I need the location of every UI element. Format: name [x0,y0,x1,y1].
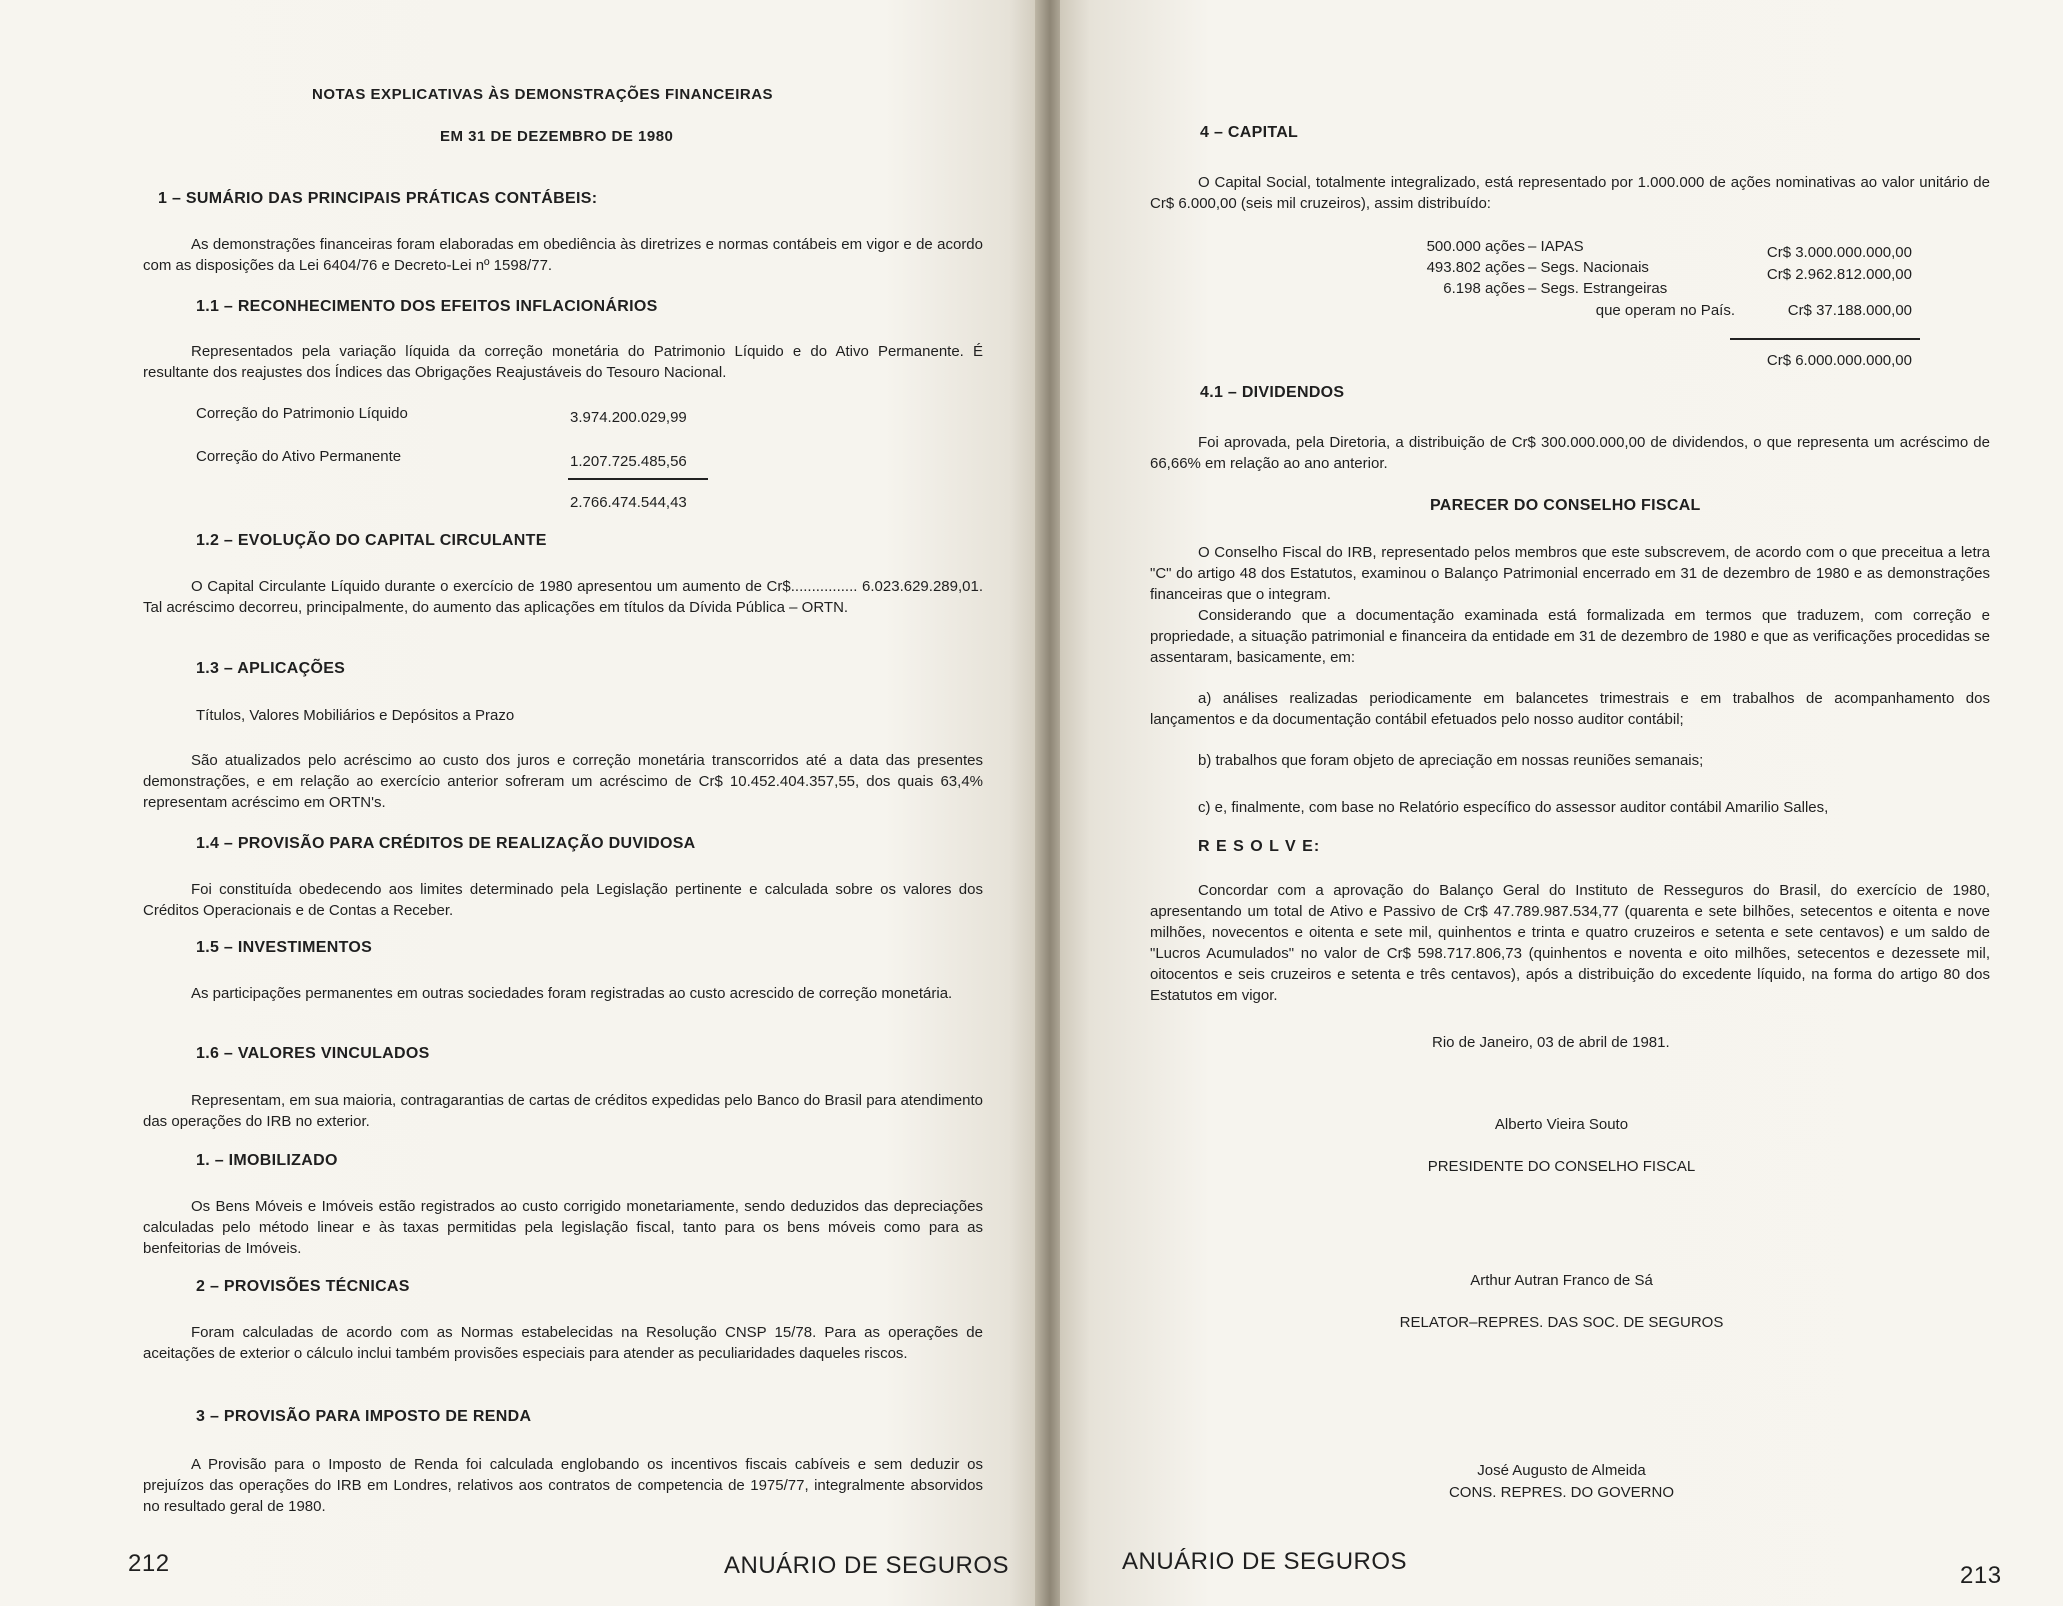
capital-total-value: Cr$ 6.000.000.000,00 [1766,352,1912,369]
capital-row-2-holder: – Segs. Nacionais [1528,259,1649,276]
signature-1-name: Alberto Vieira Souto [1494,1116,1629,1133]
signature-2-name: Arthur Autran Franco de Sá [1470,1272,1653,1289]
correction-assets-label: Correção do Ativo Permanente [196,448,402,465]
capital-row-3-shares: 6.198 ações [1443,280,1525,297]
parecer-paragraph-2: Considerando que a documentação examinada está formalizada em termos que traduzem, com correção e propriedade, a situação patrimonial e financeira da entidade em 31 de dezembro de 1980 e que as verificações procedidas se assentaram, basicamente, em: [1150,607,1990,666]
total-rule [568,478,708,480]
section-1-3-heading: 1.3 – APLICAÇÕES [196,660,346,677]
section-2-heading: 2 – PROVISÕES TÉCNICAS [196,1278,410,1295]
section-1-3-subtitle: Títulos, Valores Mobiliários e Depósitos a Prazo [196,707,515,724]
section-1-2-text: O Capital Circulante Líquido durante o exercício de 1980 apresentou um aumento de Cr$................ 6.023.629.289,01. Tal acréscimo decorreu, principalmente, do aumento das aplicações em títulos da Dívida Pública – ORTN. [143,578,983,616]
correction-total-value: 2.766.474.544,43 [570,494,687,511]
section-1-4-heading: 1.4 – PROVISÃO PARA CRÉDITOS DE REALIZAÇÃO DUVIDOSA [196,835,696,852]
parecer-paragraph-1: O Conselho Fiscal do IRB, representado pelos membros que este subscrevem, de acordo com o que preceitua a letra "C" do artigo 48 dos Estatutos, examinou o Balanço Patrimonial encerrado em 31 de dezembro de 1980 e as demonstrações financeiras que o integram. [1150,544,1990,603]
right-page [1060,0,2063,1606]
signature-1-role: PRESIDENTE DO CONSELHO FISCAL [1427,1158,1696,1175]
signature-3-role: CONS. REPRES. DO GOVERNO [1448,1484,1675,1501]
footer-left: ANUÁRIO DE SEGUROS [724,1552,1010,1579]
capital-row-1-shares: 500.000 ações [1426,238,1525,255]
capital-row-1-value: Cr$ 3.000.000.000,00 [1766,244,1912,261]
parecer-item-c: c) e, finalmente, com base no Relatório específico do assessor auditor contábil Amarilio Salles, [1198,799,1829,816]
capital-row-3-value: Cr$ 37.188.000,00 [1787,302,1912,319]
resolve-heading: R E S O L V E: [1198,838,1321,855]
section-1-1-text: Representados pela variação líquida da correção monetária do Patrimonio Líquido e do Ativo Permanente. É resultante dos reajustes dos Índices das Obrigações Reajustáveis do Tesouro Nacional. [143,343,983,381]
section-3-text: A Provisão para o Imposto de Renda foi calculada englobando os incentivos fiscais cabíveis e sem deduzir os prejuízos das operações do IRB em Londres, relativos aos contratos de competencia de 1975/77, integralmente absorvidos no resultado geral de 1980. [143,1456,983,1515]
parecer-heading: PARECER DO CONSELHO FISCAL [1430,497,1701,514]
section-3-heading: 3 – PROVISÃO PARA IMPOSTO DE RENDA [196,1408,532,1425]
correction-assets-value: 1.207.725.485,56 [570,453,687,470]
parecer-date: Rio de Janeiro, 03 de abril de 1981. [1432,1034,1670,1051]
section-1-5-text: As participações permanentes em outras sociedades foram registradas ao custo acrescido de correção monetária. [191,985,953,1002]
parecer-item-a: a) análises realizadas periodicamente em balancetes trimestrais e em trabalhos de acompanhamento dos lançamentos e da documentação contábil efetuados pelo nosso auditor contábil; [1150,690,1990,728]
footer-right: ANUÁRIO DE SEGUROS [1122,1548,1408,1575]
notes-date: EM 31 DE DEZEMBRO DE 1980 [440,128,674,145]
section-imobilizado-heading: 1. – IMOBILIZADO [196,1152,338,1169]
section-imobilizado-text: Os Bens Móveis e Imóveis estão registrados ao custo corrigido monetariamente, sendo deduzidos das depreciações calculadas pelo método linear e às taxas permitidas pela legislação fiscal, tanto para os bens móveis como para as benfeitorias de Imóveis. [143,1198,983,1257]
signature-3-name: José Augusto de Almeida [1477,1462,1646,1479]
notes-title: NOTAS EXPLICATIVAS ÀS DEMONSTRAÇÕES FINANCEIRAS [312,86,774,103]
section-2-text: Foram calculadas de acordo com as Normas estabelecidas na Resolução CNSP 15/78. Para as operações de aceitações de exterior o cálculo inclui também provisões especiais para atender as peculiaridades daqueles riscos. [143,1324,983,1362]
section-1-1-heading: 1.1 – RECONHECIMENTO DOS EFEITOS INFLACIONÁRIOS [196,298,658,315]
page-number-right: 213 [1960,1562,2002,1589]
parecer-paragraph-3: Concordar com a aprovação do Balanço Geral do Instituto de Resseguros do Brasil, do exercício de 1980, apresentando um total de Ativo e Passivo de Cr$ 47.789.987.534,77 (quarenta e sete bilhões, setecentos e oitenta e nove milhões, novecentos e oitenta e sete mil, quinhentos e trinta e quatro cruzeiros e setenta e sete centavos) e um saldo de "Lucros Acumulados" no valor de Cr$ 598.717.806,73 (quinhentos e noventa e oito milhões, setecentos e dezessete mil, oitocentos e seis cruzeiros e setenta e três centavos), após a distribuição do excedente líquido, na forma do artigo 80 dos Estatutos em vigor. [1150,882,1990,1004]
page-number-left: 212 [128,1550,170,1577]
section-4-1-heading: 4.1 – DIVIDENDOS [1200,384,1345,401]
section-1-text: As demonstrações financeiras foram elaboradas em obediência às diretrizes e normas contábeis em vigor e de acordo com as disposições da Lei 6404/76 e Decreto-Lei nº 1598/77. [143,236,983,274]
capital-row-2-value: Cr$ 2.962.812.000,00 [1766,266,1912,283]
parecer-item-b: b) trabalhos que foram objeto de apreciação em nossas reuniões semanais; [1198,752,1704,769]
section-1-3-text: São atualizados pelo acréscimo ao custo dos juros e correção monetária transcorridos até a data das presentes demonstrações, e em relação ao exercício anterior sofreram um acréscimo de Cr$ 10.452.404.357,55, dos quais 63,4% representam acréscimo em ORTN's. [143,752,983,811]
section-1-4-text: Foi constituída obedecendo aos limites determinado pela Legislação pertinente e calculada sobre os valores dos Créditos Operacionais e de Contas a Receber. [143,881,983,919]
section-1-6-heading: 1.6 – VALORES VINCULADOS [196,1045,430,1062]
capital-row-3-holder: – Segs. Estrangeiras [1528,280,1668,297]
section-1-6-text: Representam, em sua maioria, contragarantias de cartas de créditos expedidas pelo Banco do Brasil para atendimento das operações do IRB no exterior. [143,1092,983,1130]
correction-equity-label: Correção do Patrimonio Líquido [196,405,408,422]
correction-equity-value: 3.974.200.029,99 [570,409,687,426]
section-1-2-heading: 1.2 – EVOLUÇÃO DO CAPITAL CIRCULANTE [196,532,547,549]
section-4-text: O Capital Social, totalmente integralizado, está representado por 1.000.000 de ações nominativas ao valor unitário de Cr$ 6.000,00 (seis mil cruzeiros), assim distribuído: [1150,174,1990,212]
section-4-1-text: Foi aprovada, pela Diretoria, a distribuição de Cr$ 300.000.000,00 de dividendos, o que representa um acréscimo de 66,66% em relação ao ano anterior. [1150,434,1990,472]
signature-2-role: RELATOR–REPRES. DAS SOC. DE SEGUROS [1399,1314,1724,1331]
capital-total-rule [1730,338,1920,340]
section-1-5-heading: 1.5 – INVESTIMENTOS [196,939,373,956]
section-1-heading: 1 – SUMÁRIO DAS PRINCIPAIS PRÁTICAS CONTÁBEIS: [158,190,598,207]
capital-row-3-holder-note: que operam no País. [1595,302,1735,319]
capital-row-1-holder: – IAPAS [1528,238,1584,255]
capital-row-2-shares: 493.802 ações [1426,259,1525,276]
section-4-heading: 4 – CAPITAL [1200,124,1299,141]
